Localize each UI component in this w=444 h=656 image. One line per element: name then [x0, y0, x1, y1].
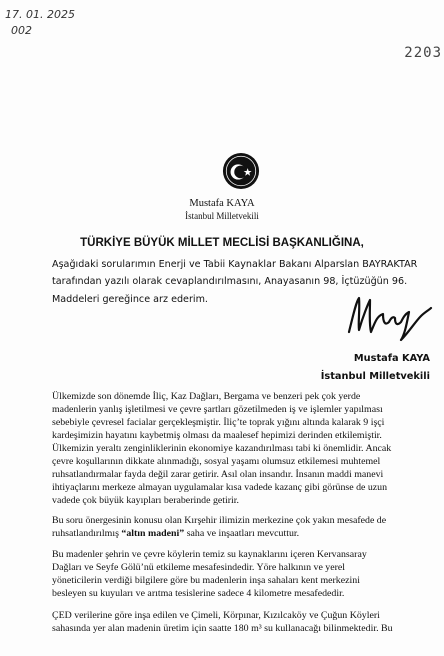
paragraph-4-line: sahasında yer alan madenin üretim için saatte 180 m³ su kullanacağı bilinmektedir. Bu — [52, 623, 393, 634]
paragraph-3-line: Bu madenler şehrin ve çevre köylerin temiz su kaynaklarını içeren Kervansaray — [52, 549, 367, 560]
letter-heading: TÜRKİYE BÜYÜK MİLLET MECLİSİ BAŞKANLIĞINA, — [80, 237, 364, 249]
paragraph-3-line: besleyen su kuyuları ve arıtma tesislerine sadece 4 kilometre mesafededir. — [52, 588, 345, 599]
paragraph-3-line: yöneticilerin verdiği bilgilere göre bu madenlerin inşa sahaları kent merkezini — [52, 575, 360, 586]
paragraph-1-line: ruhsatlandırmalar fayda değil zarar getirir. Asıl olan insandır. İnsanın maddi manevi — [52, 469, 384, 480]
document-number: 2203 — [404, 45, 442, 61]
paragraph-1-line: sebebiyle çevresel facialar gerçekleşmiştir. İliç’te toprak yığını altında kalarak 9 işçi — [52, 417, 385, 428]
sender-title: İstanbul Milletvekili — [185, 211, 259, 221]
handwritten-signature — [343, 292, 435, 344]
intro-line-3: Maddeleri gereğince arz ederim. — [52, 294, 208, 305]
intro-line-2: tarafından yazılı olarak cevaplandırılmasını, Anayasanın 98, İçtüzüğün 96. — [52, 276, 408, 287]
sender-name: Mustafa KAYA — [189, 198, 255, 209]
signature-title: İstanbul Milletvekili — [320, 371, 430, 382]
emphasis-gold-mine: “altın madeni” — [121, 528, 185, 539]
signature-name: Mustafa KAYA — [353, 353, 430, 364]
paragraph-2-line: ruhsatlandırılmış “altın madeni” saha ve inşaatları mevcuttur. — [52, 528, 300, 539]
paragraph-1-line: ihtiyaçlarını merkeze almayan uygulamalar kısa vadede kazanç gibi görünse de uzun — [52, 482, 388, 493]
paragraph-1-line: çevre koşullarının dikkate alınmadığı, sosyal yaşamı olumsuz etkilemesi muhtemel — [52, 456, 381, 467]
paragraph-1-line: Ülkemizde son dönemde İliç, Kaz Dağları, Bergama ve benzeri pek çok yerde — [52, 391, 361, 402]
paragraph-1-line: kardeşimizin hayatını kaybetmiş olması da maalesef hepimizi derinden etkilemiştir. — [52, 430, 382, 441]
handwritten-number: 002 — [11, 24, 32, 37]
paragraph-2-line: Bu soru önergesinin konusu olan Kırşehir ilimizin merkezine çok yakın mesafede de — [52, 515, 387, 526]
intro-line-1: Aşağıdaki sorularımın Enerji ve Tabii Kaynaklar Bakanı Alparslan BAYRAKTAR — [52, 259, 418, 270]
paragraph-4-line: ÇED verilerine göre inşa edilen ve Çimeli, Körpınar, Kızılcaköy ve Çuğun Köyleri — [52, 610, 380, 621]
paragraph-3-line: Dağları ve Seyfe Gölü’nü etkileme mesafesindedir. Yöre halkının ve yerel — [52, 562, 346, 573]
paragraph-1-line: vadede çok büyük kayıpları beraberinde getirir. — [52, 495, 240, 506]
handwritten-date: 17. 01. 2025 — [5, 8, 75, 21]
paragraph-1-line: Ülkemizin yeraltı zenginliklerinin ekonomiye kazandırılması tabi ki önemlidir. Ancak — [52, 443, 392, 454]
tbmm-seal-icon — [222, 152, 260, 190]
paragraph-1-line: madenlerin yanlış işletilmesi ve çevre şartları gözetilmeden iş ve işlemler yapılması — [52, 404, 383, 415]
